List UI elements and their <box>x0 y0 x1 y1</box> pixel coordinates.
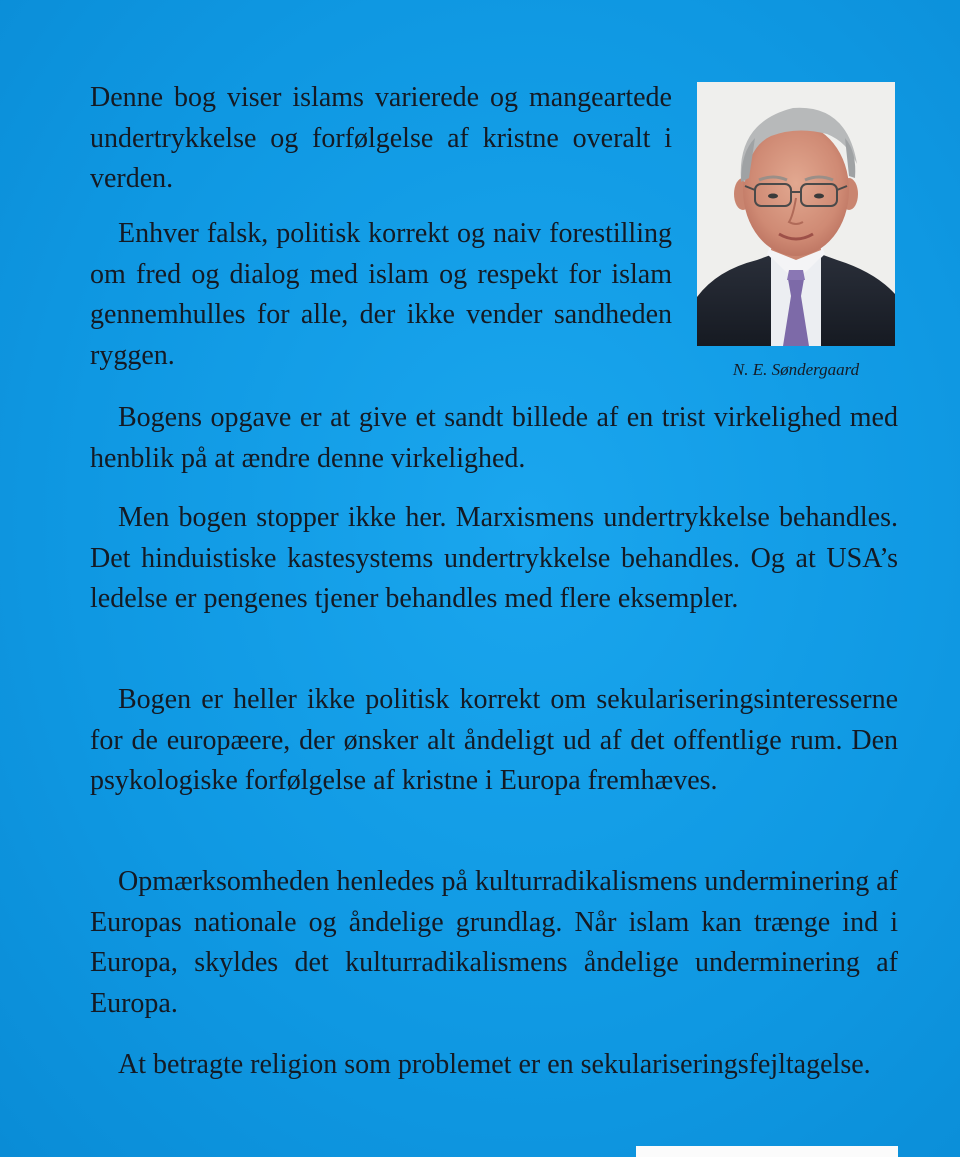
blurb-paragraph-3: Bogens opgave er at give et sandt billede af en trist virkelighed med henblik på at ændre denne virkelighed. <box>90 402 898 474</box>
author-photo <box>697 82 895 346</box>
barcode-area <box>636 1146 898 1157</box>
blurb-paragraph-2: Enhver falsk, politisk korrekt og naiv forestilling om fred og dialog med islam og respekt for islam gennemhulles for alle, der ikke vender sandheden ryggen. <box>90 218 672 371</box>
blurb-paragraph-5: Bogen er heller ikke politisk korrekt om sekulariseringsinteresserne for de europæere, der ønsker alt åndeligt ud af det offentlige rum. Den psykologiske forfølgelse af kristne i Europa fremhæves. <box>90 684 898 796</box>
blurb-paragraph-1: Denne bog viser islams varierede og mangeartede undertrykkelse og forfølgelse af kristne overalt i verden. <box>90 82 672 194</box>
blurb-paragraph-7: At betragte religion som problemet er en sekulariseringsfejltagelse. <box>118 1049 871 1080</box>
blurb-paragraph-6: Opmærksomheden henledes på kulturradikalismens underminering af Europas nationale og åndelige grundlag. Når islam kan trænge ind i Europa, skyldes det kulturradikalismens åndelige underminering af Europa. <box>90 866 898 1019</box>
author-portrait-image <box>697 82 895 346</box>
blurb-paragraph-4: Men bogen stopper ikke her. Marxismens undertrykkelse behandles. Det hinduistiske kastesystems undertrykkelse behandles. Og at USA’s ledelse er pengenes tjener behandles med flere eksempler. <box>90 502 898 614</box>
author-photo-caption: N. E. Søndergaard <box>732 360 860 379</box>
